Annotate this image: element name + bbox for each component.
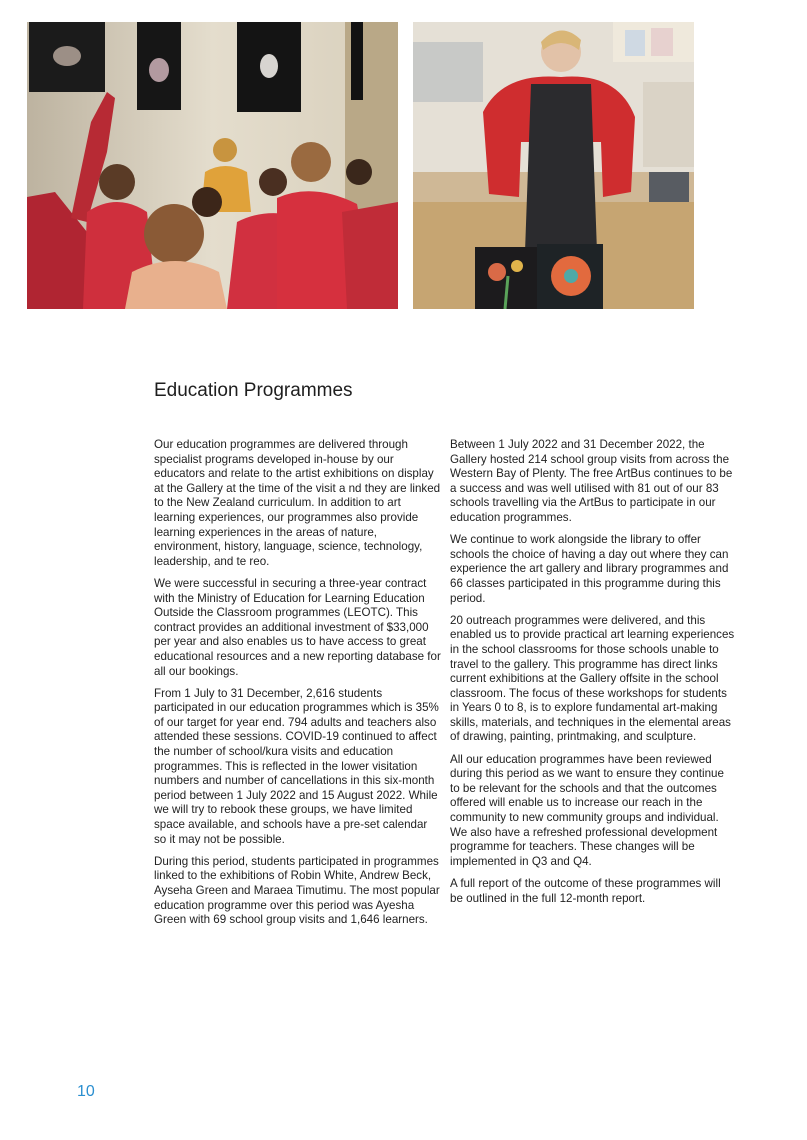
paragraph: A full report of the outcome of these programmes will be outlined in the full 12-month report. bbox=[450, 877, 721, 905]
classroom-photo bbox=[27, 22, 398, 309]
page-number: 10 bbox=[77, 1083, 95, 1100]
paragraph: We were successful in securing a three-year contract with the Ministry of Education for Learning Education Outside the Classroom programmes (LEOTC). This contract provides an additional investment of $33,000 per year and also enables us to have access to great educational resources and a new reporting database for all our bookings. bbox=[154, 576, 441, 678]
paragraph: During this period, students participated in programmes linked to the exhibitions of Robin White, Andrew Beck, Ayseha Green and Maraea Timutimu. The most popular education programme over this period was Ayesha Green with 69 school group visits and 1,646 learners. bbox=[154, 854, 440, 927]
classroom-illustration bbox=[27, 22, 398, 309]
page-title: Education Programmes bbox=[154, 380, 353, 401]
paragraph: 20 outreach programmes were delivered, and this enabled us to provide practical art learning experiences in the school classrooms for those schools unable to travel to the gallery. This programme has direct links current exhibitions at the Gallery offsite in the school classroom. The focus of these workshops for students in Years 0 to 8, is to explore fundamental art-making skills, materials, and techniques in the elemental areas of drawing, painting, printmaking, and sculpture. bbox=[450, 613, 735, 744]
paragraph: From 1 July to 31 December, 2,616 students participated in our education programmes which is 35% of our target for year end. 794 adults and teachers also attended these sessions. COVID-19 continued to affect the number of school/kura visits and education programmes. This is reflected in the lower visitation numbers and number of cancellations in this six-month period between 1 July 2022 and 15 August 2022. While we will try to rebook these groups, we have limited space available, and schools have a pre-set calendar so it may not be possible. bbox=[154, 686, 439, 846]
left-column bbox=[154, 438, 442, 935]
artwork-photo bbox=[413, 22, 694, 309]
art-room-illustration bbox=[413, 22, 694, 309]
paragraph: All our education programmes have been reviewed during this period as we want to ensure they continue to be relevant for the schools and that the outcomes offered will enable us to increase our reach in the community to new community groups and individual. We also have a refreshed professional development programme for teachers. These changes will be implemented in Q3 and Q4. bbox=[450, 752, 724, 868]
paragraph: Our education programmes are delivered through specialist programs developed in-house by our educators and relate to the artist exhibitions on display at the Gallery at the time of the visit a nd they are linked to the New Zealand curriculum. In addition to art learning experiences, our programmes also provide learning experiences in the areas of nature, environment, history, language, science, technology, leadership, and te reo. bbox=[154, 438, 441, 568]
right-column bbox=[450, 438, 735, 914]
paragraph: Between 1 July 2022 and 31 December 2022, the Gallery hosted 214 school group visits from across the Western Bay of Plenty. The free ArtBus continues to be a success and was well utilised with 81 out of our 83 schools travelling via the ArtBus to participate in our education programmes. bbox=[450, 438, 733, 524]
paragraph: We continue to work alongside the library to offer schools the choice of having a day out where they can experience the art gallery and library programmes and 66 classes participated in this programme during this period. bbox=[450, 533, 729, 605]
